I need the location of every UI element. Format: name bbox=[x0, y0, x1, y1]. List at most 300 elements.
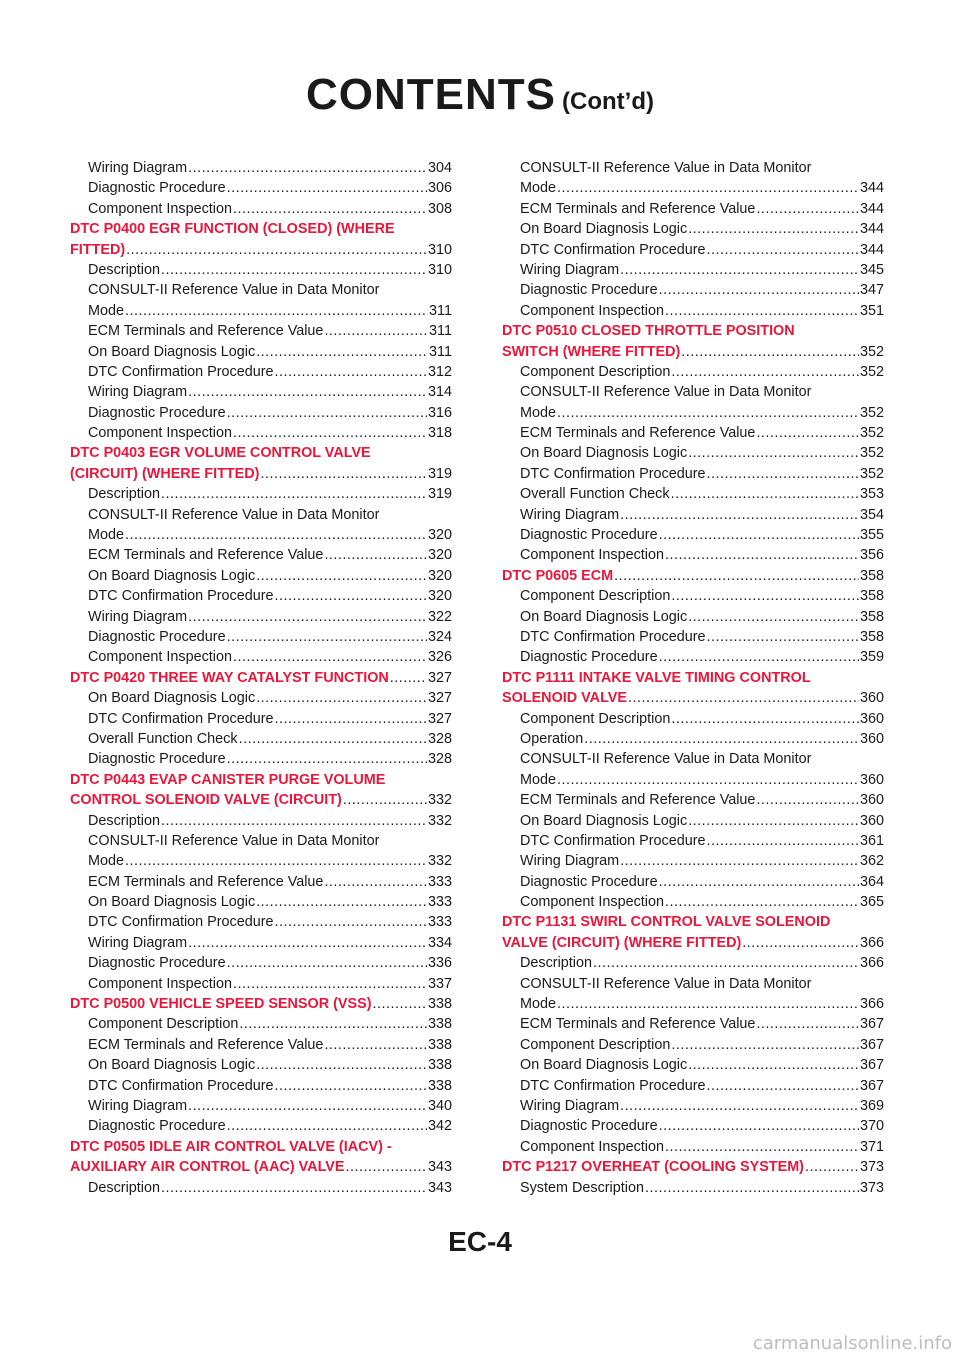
toc-entry-title: System Description bbox=[520, 1179, 644, 1196]
dot-leader bbox=[233, 199, 427, 219]
toc-entry-title: On Board Diagnosis Logic bbox=[520, 221, 688, 238]
toc-entry-page: 356 bbox=[859, 547, 884, 564]
toc-entry[interactable] bbox=[70, 199, 452, 219]
toc-entry-page: 360 bbox=[859, 771, 884, 788]
dot-leader bbox=[239, 729, 427, 749]
toc-entry-page: 365 bbox=[859, 894, 884, 911]
dot-leader bbox=[742, 933, 859, 953]
toc-entry-title: Diagnostic Procedure bbox=[88, 955, 226, 972]
toc-entry-title: Component Inspection bbox=[88, 649, 232, 666]
toc-entry[interactable] bbox=[502, 219, 884, 239]
toc-entry-title: On Board Diagnosis Logic bbox=[88, 343, 256, 360]
toc-entry[interactable] bbox=[70, 811, 452, 831]
toc-entry-page: 358 bbox=[859, 628, 884, 645]
toc-entry-title: DTC P1111 INTAKE VALVE TIMING CONTROL bbox=[502, 669, 811, 686]
dot-leader bbox=[671, 362, 859, 382]
dot-leader bbox=[275, 912, 427, 932]
toc-entry[interactable] bbox=[502, 647, 884, 667]
dot-leader bbox=[557, 770, 859, 790]
toc-entry-title: DTC P0500 VEHICLE SPEED SENSOR (VSS) bbox=[70, 996, 372, 1013]
toc-entry-title: Description bbox=[520, 955, 592, 972]
toc-entry-title: DTC P0510 CLOSED THROTTLE POSITION bbox=[502, 323, 795, 340]
dot-leader bbox=[188, 1096, 427, 1116]
toc-entry[interactable] bbox=[502, 545, 884, 565]
toc-entry[interactable] bbox=[502, 770, 884, 790]
toc-entry-page: 352 bbox=[859, 465, 884, 482]
toc-right-column bbox=[502, 158, 884, 1198]
toc-entry[interactable] bbox=[502, 464, 884, 484]
toc-entry[interactable] bbox=[502, 1035, 884, 1055]
dot-leader bbox=[188, 933, 427, 953]
toc-section-heading[interactable] bbox=[70, 994, 452, 1014]
dot-leader bbox=[233, 974, 427, 994]
toc-entry[interactable] bbox=[70, 1014, 452, 1034]
toc-entry-title: DTC Confirmation Procedure bbox=[520, 1077, 706, 1094]
toc-entry[interactable] bbox=[502, 627, 884, 647]
toc-entry[interactable] bbox=[70, 484, 452, 504]
toc-entry-title: Mode bbox=[88, 853, 124, 870]
toc-entry[interactable] bbox=[502, 362, 884, 382]
toc-entry-page: 360 bbox=[859, 792, 884, 809]
toc-entry-page: 328 bbox=[427, 751, 452, 768]
toc-entry-title: Diagnostic Procedure bbox=[520, 282, 658, 299]
toc-section-heading[interactable] bbox=[70, 1137, 452, 1157]
toc-entry-title: Diagnostic Procedure bbox=[88, 404, 226, 421]
toc-entry[interactable] bbox=[502, 953, 884, 973]
dot-leader bbox=[188, 158, 427, 178]
toc-entry-title: On Board Diagnosis Logic bbox=[88, 894, 256, 911]
dot-leader bbox=[275, 586, 427, 606]
toc-entry-page: 364 bbox=[859, 873, 884, 890]
toc-entry-page: 320 bbox=[427, 567, 452, 584]
toc-entry-title: DTC Confirmation Procedure bbox=[520, 241, 706, 258]
dot-leader bbox=[620, 851, 859, 871]
dot-leader bbox=[620, 1096, 859, 1116]
toc-entry-title: DTC P1131 SWIRL CONTROL VALVE SOLENOID bbox=[502, 914, 831, 931]
toc-entry[interactable] bbox=[70, 403, 452, 423]
toc-entry-page: 369 bbox=[859, 1097, 884, 1114]
toc-entry-title: Component Inspection bbox=[520, 894, 664, 911]
toc-entry-title: DTC P0443 EVAP CANISTER PURGE VOLUME bbox=[70, 771, 386, 788]
toc-entry[interactable] bbox=[502, 1096, 884, 1116]
toc-entry-page: 370 bbox=[859, 1118, 884, 1135]
toc-entry-title: (CIRCUIT) (WHERE FITTED) bbox=[70, 465, 260, 482]
watermark: carmanualsonline.info bbox=[752, 1333, 952, 1354]
toc-entry-title: Wiring Diagram bbox=[88, 934, 188, 951]
toc-entry[interactable] bbox=[70, 647, 452, 667]
toc-entry-page: 327 bbox=[427, 669, 452, 686]
toc-section-heading[interactable] bbox=[502, 933, 884, 953]
toc-entry-page: 338 bbox=[427, 1036, 452, 1053]
dot-leader bbox=[256, 342, 428, 362]
toc-section-heading[interactable] bbox=[502, 1157, 884, 1177]
toc-entry-page: 311 bbox=[429, 323, 452, 340]
toc-entry-title: Operation bbox=[520, 730, 584, 747]
dot-leader bbox=[239, 1014, 427, 1034]
toc-entry-page: 333 bbox=[427, 914, 452, 931]
toc-entry-page: 371 bbox=[859, 1138, 884, 1155]
dot-leader bbox=[584, 729, 859, 749]
toc-entry-title: CONSULT-II Reference Value in Data Monitor bbox=[88, 832, 380, 849]
dot-leader bbox=[805, 1157, 859, 1177]
dot-leader bbox=[227, 178, 427, 198]
toc-entry[interactable] bbox=[502, 974, 884, 994]
toc-entry-title: On Board Diagnosis Logic bbox=[520, 445, 688, 462]
toc-entry-title: DTC Confirmation Procedure bbox=[520, 465, 706, 482]
toc-entry[interactable] bbox=[70, 1096, 452, 1116]
toc-entry-page: 366 bbox=[859, 955, 884, 972]
toc-entry-title: Wiring Diagram bbox=[520, 853, 620, 870]
toc-entry[interactable] bbox=[502, 178, 884, 198]
toc-entry[interactable] bbox=[502, 505, 884, 525]
toc-section-heading[interactable] bbox=[70, 219, 452, 239]
toc-entry-page: 311 bbox=[429, 302, 452, 319]
dot-leader bbox=[324, 545, 427, 565]
dot-leader bbox=[756, 1014, 859, 1034]
toc-section-heading[interactable] bbox=[502, 566, 884, 586]
toc-entry[interactable] bbox=[502, 423, 884, 443]
toc-entry-page: 311 bbox=[429, 343, 452, 360]
toc-entry[interactable] bbox=[70, 586, 452, 606]
toc-entry[interactable] bbox=[70, 912, 452, 932]
toc-entry-page: 342 bbox=[427, 1118, 452, 1135]
dot-leader bbox=[260, 464, 427, 484]
toc-entry[interactable] bbox=[502, 851, 884, 871]
toc-entry[interactable] bbox=[502, 1178, 884, 1198]
toc-entry[interactable] bbox=[70, 178, 452, 198]
dot-leader bbox=[188, 607, 427, 627]
toc-entry[interactable] bbox=[70, 158, 452, 178]
toc-section-heading[interactable] bbox=[502, 668, 884, 688]
dot-leader bbox=[659, 1116, 859, 1136]
dot-leader bbox=[620, 260, 859, 280]
toc-entry-title: CONSULT-II Reference Value in Data Monitor bbox=[520, 751, 812, 768]
dot-leader bbox=[557, 994, 859, 1014]
page-number: EC-4 bbox=[448, 1226, 512, 1257]
toc-entry[interactable] bbox=[70, 953, 452, 973]
dot-leader bbox=[659, 872, 859, 892]
dot-leader bbox=[645, 1178, 859, 1198]
toc-entry[interactable] bbox=[70, 1178, 452, 1198]
toc-entry[interactable] bbox=[70, 892, 452, 912]
toc-entry-title: Component Description bbox=[88, 1016, 239, 1033]
dot-leader bbox=[671, 709, 859, 729]
toc-entry-title: Component Description bbox=[520, 588, 671, 605]
toc-entry[interactable] bbox=[502, 199, 884, 219]
toc-entry-title: Mode bbox=[520, 771, 556, 788]
toc-entry[interactable] bbox=[502, 994, 884, 1014]
toc-entry-page: 352 bbox=[859, 343, 884, 360]
toc-entry-title: DTC Confirmation Procedure bbox=[88, 914, 274, 931]
toc-entry-title: Component Description bbox=[520, 363, 671, 380]
toc-entry-page: 332 bbox=[427, 792, 452, 809]
toc-entry[interactable] bbox=[502, 749, 884, 769]
toc-entry-title: DTC Confirmation Procedure bbox=[88, 588, 274, 605]
toc-entry-title: CONTROL SOLENOID VALVE (CIRCUIT) bbox=[70, 792, 342, 809]
toc-entry[interactable] bbox=[502, 892, 884, 912]
toc-entry[interactable] bbox=[502, 831, 884, 851]
toc-entry-title: Diagnostic Procedure bbox=[520, 1118, 658, 1135]
toc-entry[interactable] bbox=[70, 321, 452, 341]
toc-section-heading[interactable] bbox=[70, 770, 452, 790]
toc-entry-page: 352 bbox=[859, 404, 884, 421]
toc-entry[interactable] bbox=[502, 484, 884, 504]
dot-leader bbox=[275, 709, 427, 729]
toc-entry-title: ECM Terminals and Reference Value bbox=[520, 200, 756, 217]
dot-leader bbox=[390, 668, 427, 688]
dot-leader bbox=[227, 1116, 427, 1136]
toc-section-heading[interactable] bbox=[70, 790, 452, 810]
toc-entry-page: 367 bbox=[859, 1036, 884, 1053]
toc-entry[interactable] bbox=[70, 831, 452, 851]
toc-entry-title: SWITCH (WHERE FITTED) bbox=[502, 343, 681, 360]
toc-entry-title: DTC P1217 OVERHEAT (COOLING SYSTEM) bbox=[502, 1159, 804, 1176]
toc-entry[interactable] bbox=[502, 382, 884, 402]
toc-entry-page: 352 bbox=[859, 363, 884, 380]
toc-entry-title: Overall Function Check bbox=[520, 486, 670, 503]
toc-section-heading[interactable] bbox=[70, 443, 452, 463]
toc-entry[interactable] bbox=[502, 158, 884, 178]
toc-entry[interactable] bbox=[502, 1014, 884, 1034]
toc-entry-page: 373 bbox=[859, 1159, 884, 1176]
dot-leader bbox=[659, 280, 859, 300]
toc-entry-page: 326 bbox=[427, 649, 452, 666]
dot-leader bbox=[659, 647, 859, 667]
toc-entry-page: 338 bbox=[427, 1016, 452, 1033]
toc-entry-page: 344 bbox=[859, 200, 884, 217]
dot-leader bbox=[188, 382, 427, 402]
toc-entry-title: Wiring Diagram bbox=[520, 1097, 620, 1114]
toc-entry-title: On Board Diagnosis Logic bbox=[520, 1057, 688, 1074]
toc-entry-page: 314 bbox=[427, 384, 452, 401]
toc-entry-page: 340 bbox=[427, 1097, 452, 1114]
toc-entry-title: Mode bbox=[88, 527, 124, 544]
toc-entry[interactable] bbox=[70, 566, 452, 586]
dot-leader bbox=[256, 688, 427, 708]
toc-entry-page: 358 bbox=[859, 588, 884, 605]
toc-entry[interactable] bbox=[502, 443, 884, 463]
toc-entry[interactable] bbox=[70, 362, 452, 382]
toc-entry[interactable] bbox=[70, 1076, 452, 1096]
toc-entry[interactable] bbox=[502, 872, 884, 892]
toc-entry[interactable] bbox=[502, 525, 884, 545]
dot-leader bbox=[681, 342, 859, 362]
toc-entry-title: DTC Confirmation Procedure bbox=[88, 710, 274, 727]
toc-entry[interactable] bbox=[502, 1076, 884, 1096]
toc-entry-page: 347 bbox=[859, 282, 884, 299]
toc-entry-page: 333 bbox=[427, 894, 452, 911]
toc-entry-title: ECM Terminals and Reference Value bbox=[520, 792, 756, 809]
toc-entry-page: 359 bbox=[859, 649, 884, 666]
toc-entry[interactable] bbox=[502, 607, 884, 627]
toc-section-heading[interactable] bbox=[502, 321, 884, 341]
dot-leader bbox=[756, 199, 859, 219]
dot-leader bbox=[659, 525, 859, 545]
toc-entry-title: On Board Diagnosis Logic bbox=[88, 567, 256, 584]
toc-entry[interactable] bbox=[502, 280, 884, 300]
toc-entry[interactable] bbox=[70, 545, 452, 565]
toc-entry-title: Diagnostic Procedure bbox=[520, 649, 658, 666]
toc-entry-title: FITTED) bbox=[70, 241, 126, 258]
toc-entry-title: Description bbox=[88, 261, 160, 278]
toc-entry[interactable] bbox=[70, 607, 452, 627]
dot-leader bbox=[688, 1055, 859, 1075]
dot-leader bbox=[161, 1178, 427, 1198]
toc-entry-page: 343 bbox=[427, 1159, 452, 1176]
toc-entry-title: CONSULT-II Reference Value in Data Monitor bbox=[520, 975, 812, 992]
dot-leader bbox=[161, 484, 427, 504]
toc-entry-title: ECM Terminals and Reference Value bbox=[88, 873, 324, 890]
toc-entry-page: 358 bbox=[859, 567, 884, 584]
toc-entry-page: 320 bbox=[427, 527, 452, 544]
toc-entry[interactable] bbox=[70, 423, 452, 443]
toc-entry-title: Mode bbox=[520, 996, 556, 1013]
toc-entry[interactable] bbox=[70, 729, 452, 749]
dot-leader bbox=[256, 1055, 427, 1075]
toc-entry-title: ECM Terminals and Reference Value bbox=[88, 1036, 324, 1053]
dot-leader bbox=[707, 240, 859, 260]
dot-leader bbox=[373, 994, 427, 1014]
toc-entry-page: 366 bbox=[859, 996, 884, 1013]
dot-leader bbox=[671, 586, 859, 606]
toc-entry-title: CONSULT-II Reference Value in Data Monitor bbox=[520, 384, 812, 401]
toc-entry[interactable] bbox=[70, 260, 452, 280]
toc-entry-page: 360 bbox=[859, 730, 884, 747]
toc-entry[interactable] bbox=[70, 280, 452, 300]
toc-entry-title: Diagnostic Procedure bbox=[88, 628, 226, 645]
dot-leader bbox=[126, 240, 427, 260]
toc-entry-title: On Board Diagnosis Logic bbox=[88, 1057, 256, 1074]
toc-entry-title: Description bbox=[88, 1179, 160, 1196]
toc-entry-title: Component Inspection bbox=[88, 200, 232, 217]
toc-entry[interactable] bbox=[502, 240, 884, 260]
dot-leader bbox=[125, 301, 428, 321]
toc-entry-title: Component Description bbox=[520, 710, 671, 727]
toc-section-heading[interactable] bbox=[70, 240, 452, 260]
toc-entry-title: VALVE (CIRCUIT) (WHERE FITTED) bbox=[502, 934, 742, 951]
toc-entry[interactable] bbox=[70, 709, 452, 729]
toc-entry[interactable] bbox=[70, 342, 452, 362]
dot-leader bbox=[125, 851, 427, 871]
toc-entry[interactable] bbox=[70, 933, 452, 953]
toc-entry-page: 322 bbox=[427, 608, 452, 625]
toc-entry-title: Wiring Diagram bbox=[88, 608, 188, 625]
toc-entry[interactable] bbox=[502, 260, 884, 280]
toc-entry-page: 332 bbox=[427, 812, 452, 829]
toc-entry[interactable] bbox=[70, 505, 452, 525]
toc-entry[interactable] bbox=[70, 1116, 452, 1136]
toc-entry[interactable] bbox=[70, 974, 452, 994]
toc-entry[interactable] bbox=[502, 790, 884, 810]
toc-entry-page: 367 bbox=[859, 1077, 884, 1094]
toc-entry-title: Description bbox=[88, 812, 160, 829]
toc-entry-page: 318 bbox=[427, 425, 452, 442]
toc-entry[interactable] bbox=[70, 1055, 452, 1075]
toc-entry-title: Component Inspection bbox=[88, 975, 232, 992]
toc-entry-page: 316 bbox=[427, 404, 452, 421]
toc-entry[interactable] bbox=[502, 729, 884, 749]
toc-entry-title: Component Inspection bbox=[520, 1138, 664, 1155]
toc-entry[interactable] bbox=[502, 403, 884, 423]
toc-entry[interactable] bbox=[502, 586, 884, 606]
toc-entry-page: 355 bbox=[859, 527, 884, 544]
dot-leader bbox=[557, 178, 859, 198]
dot-leader bbox=[707, 831, 859, 851]
dot-leader bbox=[161, 260, 427, 280]
toc-entry-page: 319 bbox=[427, 465, 452, 482]
toc-left-column bbox=[70, 158, 452, 1198]
toc-entry-title: DTC Confirmation Procedure bbox=[88, 1077, 274, 1094]
toc-entry[interactable] bbox=[502, 1116, 884, 1136]
toc-entry[interactable] bbox=[70, 688, 452, 708]
toc-entry-page: 373 bbox=[859, 1179, 884, 1196]
toc-entry[interactable] bbox=[502, 1137, 884, 1157]
page-title bbox=[0, 70, 960, 120]
toc-entry-page: 327 bbox=[427, 690, 452, 707]
toc-entry-page: 343 bbox=[427, 1179, 452, 1196]
toc-entry-page: 337 bbox=[427, 975, 452, 992]
toc-section-heading[interactable] bbox=[70, 668, 452, 688]
toc-section-heading[interactable] bbox=[502, 342, 884, 362]
toc-entry-page: 352 bbox=[859, 425, 884, 442]
toc-entry-page: 328 bbox=[427, 730, 452, 747]
dot-leader bbox=[688, 219, 859, 239]
dot-leader bbox=[161, 811, 427, 831]
toc-entry-title: ECM Terminals and Reference Value bbox=[520, 1016, 756, 1033]
toc-entry-title: Diagnostic Procedure bbox=[520, 527, 658, 544]
dot-leader bbox=[665, 545, 859, 565]
toc-section-heading[interactable] bbox=[70, 464, 452, 484]
toc-entry-title: On Board Diagnosis Logic bbox=[88, 690, 256, 707]
dot-leader bbox=[324, 872, 427, 892]
toc-entry-page: 345 bbox=[859, 261, 884, 278]
toc-entry-page: 310 bbox=[427, 261, 452, 278]
toc-entry[interactable] bbox=[70, 872, 452, 892]
toc-entry[interactable] bbox=[70, 1035, 452, 1055]
title-subtitle: (Cont’d) bbox=[562, 88, 654, 115]
toc-entry-title: ECM Terminals and Reference Value bbox=[520, 425, 756, 442]
toc-entry[interactable] bbox=[70, 851, 452, 871]
toc-entry[interactable] bbox=[502, 1055, 884, 1075]
toc-entry-title: Wiring Diagram bbox=[88, 160, 188, 176]
toc-entry-page: 319 bbox=[427, 486, 452, 503]
dot-leader bbox=[227, 403, 427, 423]
toc-section-heading[interactable] bbox=[502, 912, 884, 932]
toc-entry-title: ECM Terminals and Reference Value bbox=[88, 323, 324, 340]
toc-entry[interactable] bbox=[502, 709, 884, 729]
toc-entry[interactable] bbox=[502, 301, 884, 321]
toc-entry-page: 358 bbox=[859, 608, 884, 625]
toc-entry[interactable] bbox=[70, 525, 452, 545]
toc-entry-page: 334 bbox=[427, 934, 452, 951]
toc-entry[interactable] bbox=[70, 382, 452, 402]
dot-leader bbox=[688, 607, 859, 627]
toc-entry[interactable] bbox=[502, 811, 884, 831]
toc-entry-title: DTC P0505 IDLE AIR CONTROL VALVE (IACV) - bbox=[70, 1138, 392, 1155]
toc-entry[interactable] bbox=[70, 749, 452, 769]
toc-entry-title: On Board Diagnosis Logic bbox=[520, 608, 688, 625]
dot-leader bbox=[227, 627, 427, 647]
toc-section-heading[interactable] bbox=[502, 688, 884, 708]
toc-entry[interactable] bbox=[70, 627, 452, 647]
dot-leader bbox=[671, 1035, 859, 1055]
toc-entry-page: 324 bbox=[427, 628, 452, 645]
dot-leader bbox=[707, 627, 859, 647]
toc-entry-page: 308 bbox=[427, 200, 452, 217]
toc-entry[interactable] bbox=[70, 301, 452, 321]
dot-leader bbox=[665, 1137, 859, 1157]
toc-section-heading[interactable] bbox=[70, 1157, 452, 1177]
